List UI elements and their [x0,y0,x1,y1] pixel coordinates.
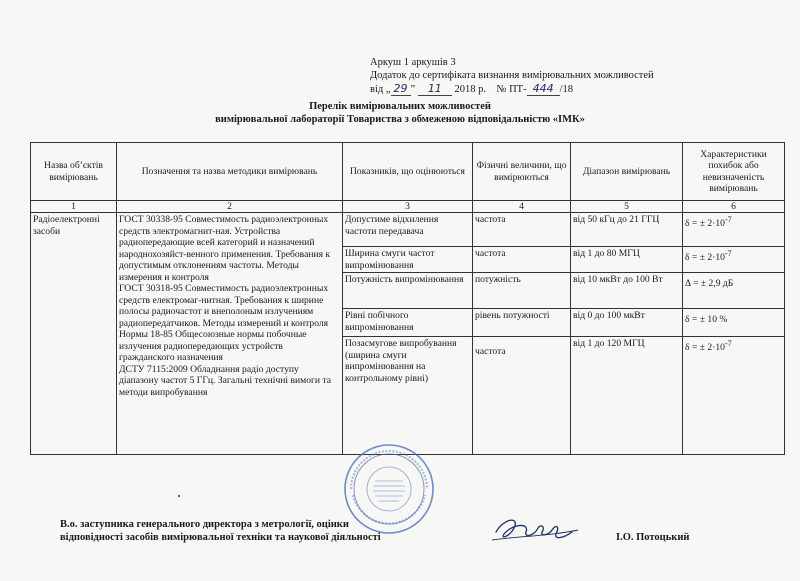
header-cell: Діапазон вимірювань [571,143,683,201]
column-number-row [31,201,785,213]
signatory-position-line-1: В.о. заступника генерального директора з метрології, оцінки [60,519,349,530]
accuracy-exponent: -7 [724,249,732,258]
method-item: Нормы 18-85 Общесоюзные нормы побочные излучения радиопередающих устройств гражданского назначения [119,329,307,363]
accuracy-value: δ = ± 2·10 [685,342,725,354]
indicator-cell: Допустиме відхилення частоти передавача [343,213,473,247]
quantity-value: частота [475,346,506,357]
column-number: 3 [343,201,473,213]
number-value: 444 [527,82,560,96]
title-line-2: вимірювальної лабораторії Товариства з обмеженою відповідальністю «ІМК» [215,114,585,125]
date-month: 11 [418,82,452,96]
accuracy-value: δ = ± 2·10 [685,252,725,264]
date-year: 2018 р. [454,84,486,95]
signatory-position-line-2: відповідності засобів вимірювальної техніки та наукової діяльності [60,532,381,543]
range-cell: від 50 кГц до 21 ГГЦ [571,213,683,247]
quantity-cell: частота [473,247,571,273]
title-line-1: Перелік вимірювальних можливостей [309,101,491,112]
document-title [0,100,800,126]
column-number: 5 [571,201,683,213]
methods-cell [117,213,343,455]
speck [178,495,180,497]
column-number: 6 [683,201,785,213]
accuracy-value: δ = ± 10 % [685,314,728,326]
header-row [31,143,785,201]
method-item: ДСТУ 7115:2009 Обладнання радіо доступу діапазону частот 5 ГГц. Загальні технічні вимоги та методи випробування [119,363,332,398]
capabilities-table [30,142,785,455]
handwritten-signature-icon [490,510,580,548]
range-cell: від 0 до 100 мкВт [571,309,683,337]
accuracy-cell [683,213,785,247]
object-cell: Радіоелектронні засоби [31,213,117,455]
column-number: 4 [473,201,571,213]
column-number: 1 [31,201,117,213]
quantity-cell: рівень потужності [473,309,571,337]
quantity-cell: потужність [473,273,571,309]
accuracy-exponent: -7 [724,339,732,348]
accuracy-cell [683,337,785,455]
date-prefix: від „ [370,84,391,95]
sheet-line [370,56,654,69]
date-number-line [370,82,654,96]
method-item: ГОСТ 30338-95 Совместимость радиоэлектронных средств электромагнит-ная. Устройства радиопередающие всей категорий и назначений народнохозяйст-венного применения. Требования к допустимым отклонениям частоты. Методы измерения и контроля [119,214,331,283]
document-header [370,56,654,96]
header-cell: Характеристики похибок або невизначеність вимірювань [683,143,785,201]
range-cell: від 10 мкВт до 100 Вт [571,273,683,309]
column-number: 2 [117,201,343,213]
accuracy-value: Δ = ± 2,9 дБ [685,278,734,290]
header-cell: Назва об’єктів вимірювань [31,143,117,201]
quantity-cell [473,337,571,455]
indicator-cell: Рівні побічного випромінювання [343,309,473,337]
method-item: ГОСТ 30318-95 Совместимость радиоэлектронных средств електромаг-нитная. Требования к ширине полосы радиочастот и внеполоным излучениям радиопередатчиков. Методы измерений и контроля [119,283,329,329]
annex-line [370,69,654,82]
indicator-cell: Позасмугове випробування (ширина смуги випромінювання на контрольному рівні) [343,337,473,455]
indicator-cell: Ширина смуги частот випромінювання [343,247,473,273]
signatory-name: І.О. Потоцький [616,532,690,543]
number-suffix: /18 [559,84,573,95]
range-cell: від 1 до 80 МГЦ [571,247,683,273]
signature-block [60,518,381,544]
header-cell: Показників, що оцінюються [343,143,473,201]
accuracy-cell [683,247,785,273]
header-cell: Фізичні величини, що вимірюються [473,143,571,201]
date-day: 29 [391,82,411,96]
accuracy-value: δ = ± 2·10 [685,218,725,230]
number-prefix: № ПТ- [496,84,527,95]
accuracy-cell [683,273,785,309]
accuracy-cell [683,309,785,337]
annex-text: Додаток до сертифіката визнання вимірювальних можливостей [370,70,654,81]
date-sep: ” [410,84,416,95]
header-cell: Позначення та назва методики вимірювань [117,143,343,201]
range-cell: від 1 до 120 МГЦ [571,337,683,455]
accuracy-exponent: -7 [724,215,732,224]
table-row [31,213,785,247]
quantity-cell: частота [473,213,571,247]
indicator-cell: Потужність випромінювання [343,273,473,309]
sheet-text: Аркуш 1 аркушів 3 [370,57,456,68]
